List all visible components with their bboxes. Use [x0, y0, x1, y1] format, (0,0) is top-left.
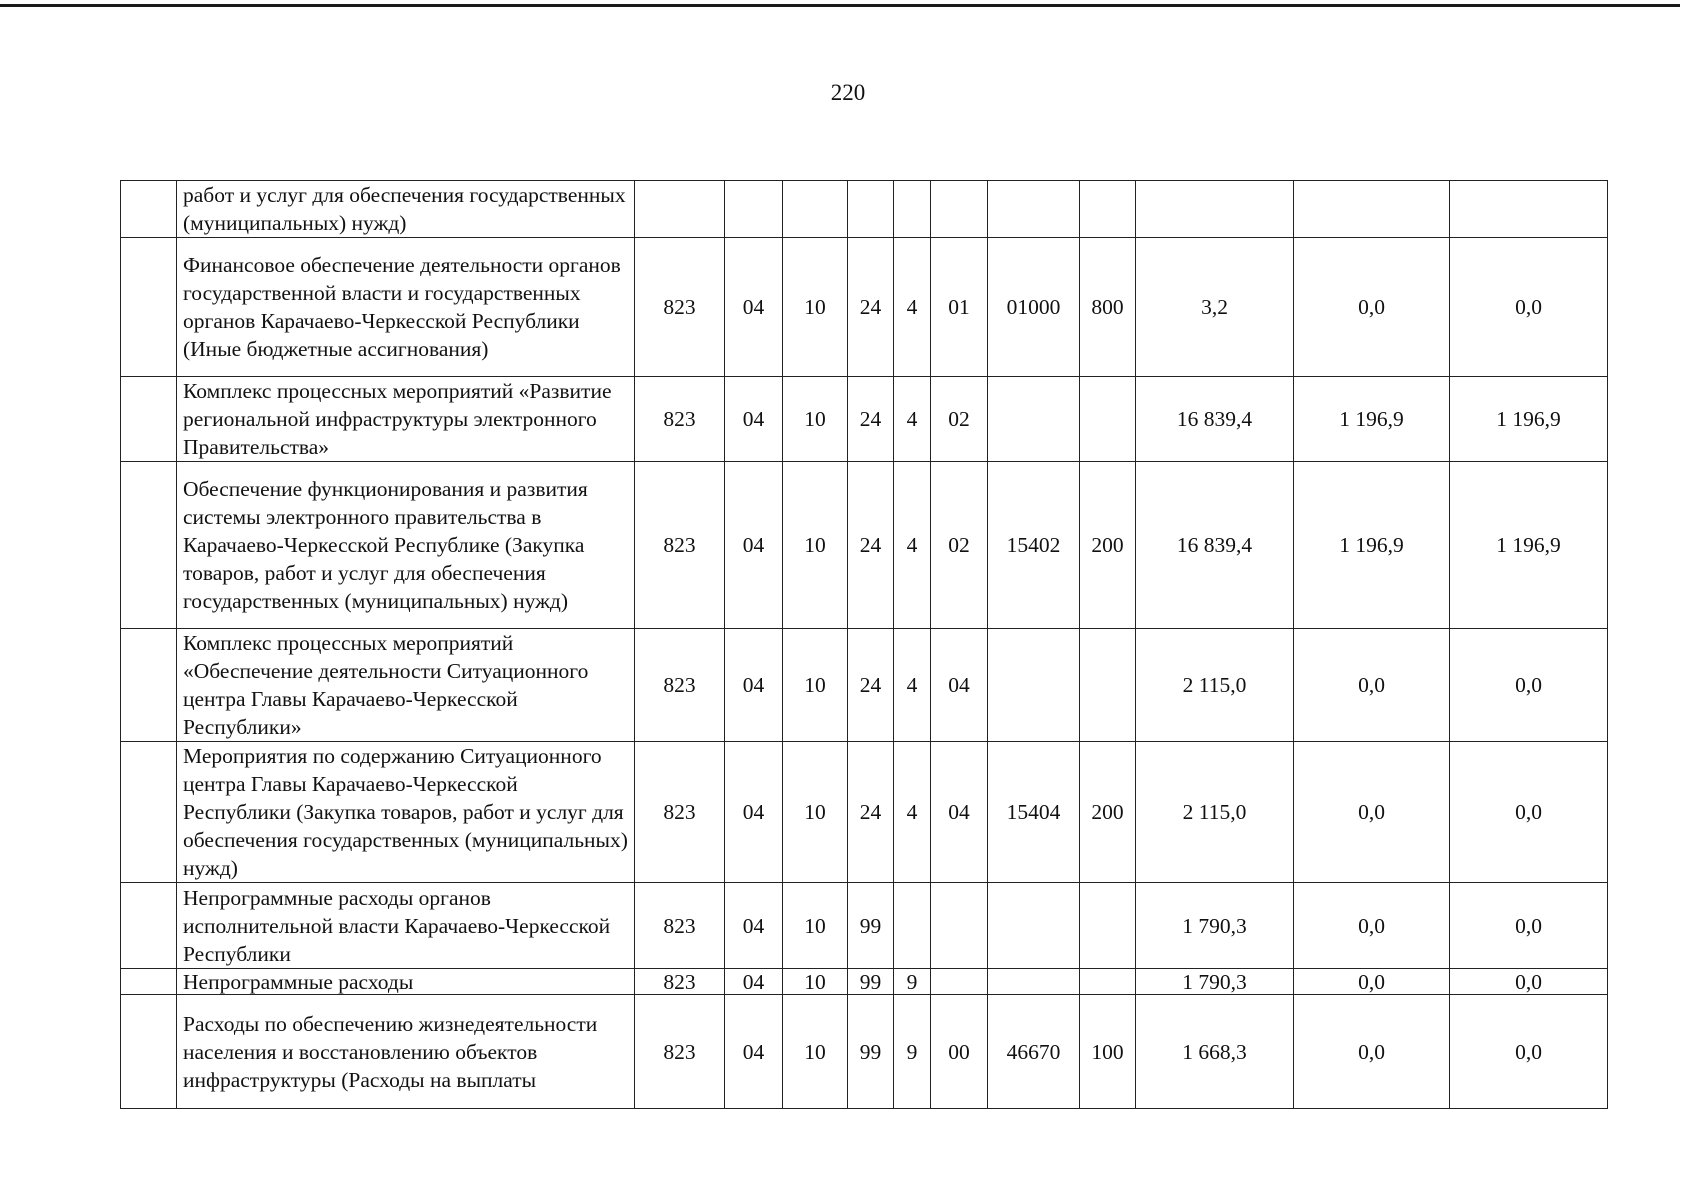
amount-year1-cell: 3,2 [1136, 238, 1294, 377]
subprogram-col-cell: 4 [894, 462, 931, 629]
expense-type-col-cell [1080, 883, 1136, 969]
expense-type-col-cell [1080, 629, 1136, 742]
program-col-cell: 24 [848, 238, 894, 377]
subsection-col-cell: 10 [783, 238, 848, 377]
expense-type-col-cell: 200 [1080, 462, 1136, 629]
program-col-cell: 24 [848, 377, 894, 462]
amount-year1-cell: 16 839,4 [1136, 377, 1294, 462]
direction-col-cell: 15404 [988, 742, 1080, 883]
amount-year2-cell: 1 196,9 [1294, 377, 1450, 462]
subsection-col-cell: 10 [783, 462, 848, 629]
expense-type-col-cell [1080, 969, 1136, 995]
code-col-cell [635, 181, 725, 238]
subprogram-col-cell: 4 [894, 742, 931, 883]
description-cell: Обеспечение функционирования и развития системы электронного правительства в Карачаево-Черкесской Республике (Закупка товаров, работ и услуг для обеспечения государственных (муниципальных) нужд) [177, 462, 635, 629]
event-col-cell: 02 [931, 377, 988, 462]
amount-year3-cell: 0,0 [1450, 742, 1608, 883]
table-row [121, 629, 1608, 742]
amount-year1-cell: 2 115,0 [1136, 629, 1294, 742]
amount-year1-cell: 1 790,3 [1136, 883, 1294, 969]
row-index-cell [121, 462, 177, 629]
event-col-cell: 00 [931, 995, 988, 1109]
table-row [121, 995, 1608, 1109]
description-cell: работ и услуг для обеспечения государственных (муниципальных) нужд) [177, 181, 635, 238]
subsection-col-cell [783, 181, 848, 238]
subprogram-col-cell: 4 [894, 629, 931, 742]
program-col-cell: 24 [848, 629, 894, 742]
event-col-cell: 04 [931, 742, 988, 883]
program-col-cell: 24 [848, 742, 894, 883]
code-col-cell: 823 [635, 629, 725, 742]
section-col-cell: 04 [725, 629, 783, 742]
section-col-cell: 04 [725, 377, 783, 462]
direction-col-cell: 46670 [988, 995, 1080, 1109]
direction-col-cell [988, 883, 1080, 969]
description-cell: Комплекс процессных мероприятий «Обеспечение деятельности Ситуационного центра Главы Карачаево-Черкесской Республики» [177, 629, 635, 742]
amount-year2-cell: 0,0 [1294, 238, 1450, 377]
program-col-cell [848, 181, 894, 238]
subprogram-col-cell [894, 883, 931, 969]
section-col-cell: 04 [725, 883, 783, 969]
code-col-cell: 823 [635, 742, 725, 883]
expense-type-col-cell [1080, 377, 1136, 462]
expense-type-col-cell: 800 [1080, 238, 1136, 377]
page-number: 220 [830, 80, 866, 105]
program-col-cell: 99 [848, 995, 894, 1109]
table-row [121, 462, 1608, 629]
description-cell: Непрограммные расходы [177, 969, 635, 995]
subsection-col-cell: 10 [783, 969, 848, 995]
direction-col-cell [988, 969, 1080, 995]
subsection-col-cell: 10 [783, 377, 848, 462]
subprogram-col-cell: 9 [894, 969, 931, 995]
amount-year3-cell: 0,0 [1450, 238, 1608, 377]
program-col-cell: 99 [848, 969, 894, 995]
code-col-cell: 823 [635, 883, 725, 969]
amount-year2-cell: 0,0 [1294, 995, 1450, 1109]
amount-year3-cell: 0,0 [1450, 629, 1608, 742]
row-index-cell [121, 883, 177, 969]
event-col-cell [931, 181, 988, 238]
event-col-cell [931, 969, 988, 995]
row-index-cell [121, 377, 177, 462]
expense-type-col-cell: 100 [1080, 995, 1136, 1109]
amount-year1-cell: 1 790,3 [1136, 969, 1294, 995]
amount-year2-cell: 0,0 [1294, 969, 1450, 995]
expense-type-col-cell [1080, 181, 1136, 238]
amount-year2-cell: 0,0 [1294, 629, 1450, 742]
subsection-col-cell: 10 [783, 742, 848, 883]
budget-table [120, 180, 1608, 1109]
row-index-cell [121, 995, 177, 1109]
table-row [121, 377, 1608, 462]
code-col-cell: 823 [635, 462, 725, 629]
amount-year1-cell [1136, 181, 1294, 238]
amount-year1-cell: 1 668,3 [1136, 995, 1294, 1109]
subsection-col-cell: 10 [783, 629, 848, 742]
amount-year3-cell: 0,0 [1450, 995, 1608, 1109]
direction-col-cell [988, 629, 1080, 742]
amount-year2-cell [1294, 181, 1450, 238]
row-index-cell [121, 238, 177, 377]
table-row [121, 181, 1608, 238]
section-col-cell: 04 [725, 969, 783, 995]
amount-year3-cell: 0,0 [1450, 969, 1608, 995]
event-col-cell: 01 [931, 238, 988, 377]
amount-year3-cell: 1 196,9 [1450, 462, 1608, 629]
code-col-cell: 823 [635, 238, 725, 377]
subsection-col-cell: 10 [783, 883, 848, 969]
amount-year3-cell: 0,0 [1450, 883, 1608, 969]
event-col-cell: 04 [931, 629, 988, 742]
top-rule [0, 4, 1680, 7]
amount-year1-cell: 16 839,4 [1136, 462, 1294, 629]
description-cell: Расходы по обеспечению жизнедеятельности населения и восстановлению объектов инфраструктуры (Расходы на выплаты [177, 995, 635, 1109]
section-col-cell: 04 [725, 995, 783, 1109]
direction-col-cell [988, 181, 1080, 238]
section-col-cell: 04 [725, 238, 783, 377]
row-index-cell [121, 742, 177, 883]
direction-col-cell: 15402 [988, 462, 1080, 629]
subprogram-col-cell: 4 [894, 377, 931, 462]
section-col-cell [725, 181, 783, 238]
code-col-cell: 823 [635, 995, 725, 1109]
amount-year3-cell [1450, 181, 1608, 238]
section-col-cell: 04 [725, 462, 783, 629]
table-row [121, 238, 1608, 377]
program-col-cell: 99 [848, 883, 894, 969]
table-row [121, 742, 1608, 883]
event-col-cell: 02 [931, 462, 988, 629]
code-col-cell: 823 [635, 377, 725, 462]
direction-col-cell: 01000 [988, 238, 1080, 377]
subprogram-col-cell [894, 181, 931, 238]
description-cell: Комплекс процессных мероприятий «Развитие региональной инфраструктуры электронного Правительства» [177, 377, 635, 462]
table-row [121, 883, 1608, 969]
amount-year2-cell: 0,0 [1294, 742, 1450, 883]
direction-col-cell [988, 377, 1080, 462]
code-col-cell: 823 [635, 969, 725, 995]
amount-year2-cell: 0,0 [1294, 883, 1450, 969]
expense-type-col-cell: 200 [1080, 742, 1136, 883]
subprogram-col-cell: 4 [894, 238, 931, 377]
subsection-col-cell: 10 [783, 995, 848, 1109]
row-index-cell [121, 629, 177, 742]
description-cell: Финансовое обеспечение деятельности органов государственной власти и государственных органов Карачаево-Черкесской Республики (Иные бюджетные ассигнования) [177, 238, 635, 377]
event-col-cell [931, 883, 988, 969]
amount-year3-cell: 1 196,9 [1450, 377, 1608, 462]
row-index-cell [121, 181, 177, 238]
subprogram-col-cell: 9 [894, 995, 931, 1109]
amount-year2-cell: 1 196,9 [1294, 462, 1450, 629]
description-cell: Мероприятия по содержанию Ситуационного центра Главы Карачаево-Черкесской Республики (Закупка товаров, работ и услуг для обеспечения государственных (муниципальных) нужд) [177, 742, 635, 883]
amount-year1-cell: 2 115,0 [1136, 742, 1294, 883]
section-col-cell: 04 [725, 742, 783, 883]
row-index-cell [121, 969, 177, 995]
table-row [121, 969, 1608, 995]
program-col-cell: 24 [848, 462, 894, 629]
description-cell: Непрограммные расходы органов исполнительной власти Карачаево-Черкесской Республики [177, 883, 635, 969]
